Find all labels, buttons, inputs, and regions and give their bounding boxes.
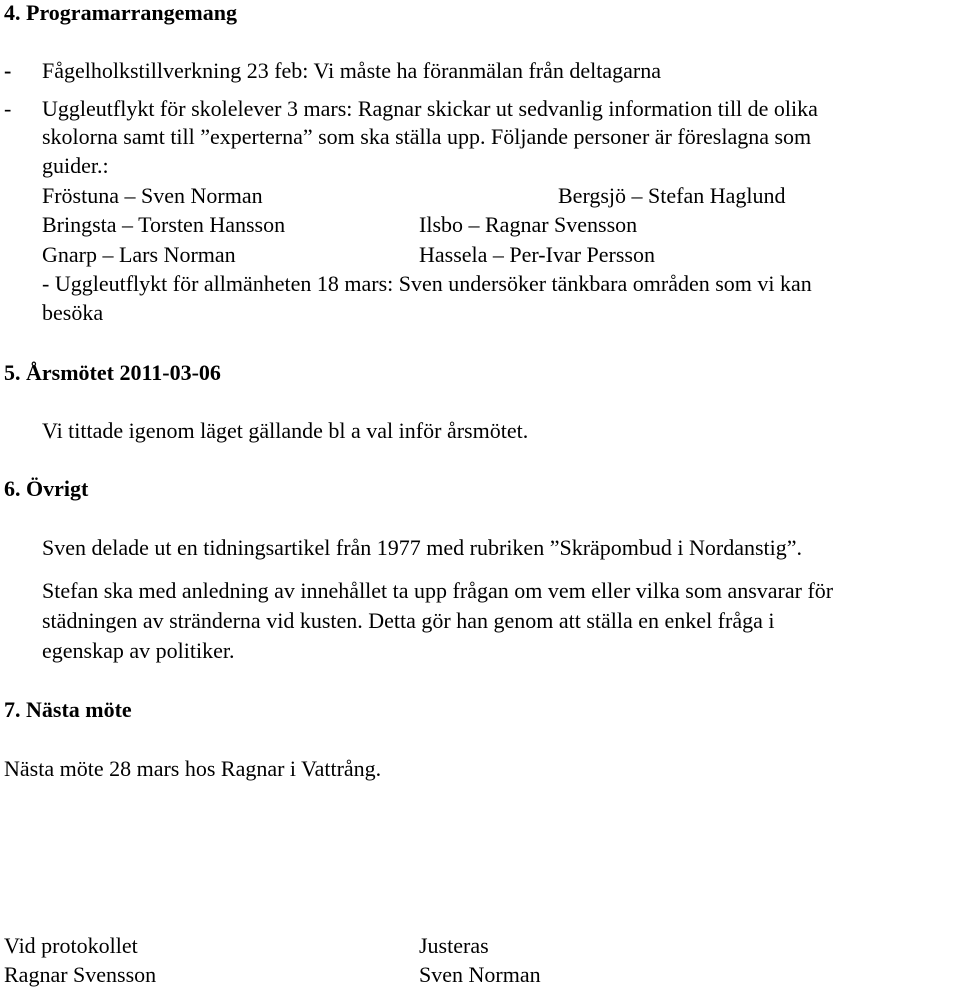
signature-left-label: Vid protokollet [4,933,138,958]
agenda-item-owl-trip-line2: skolorna samt till ”experterna” som ska ställa upp. Följande personer är föreslagna som [42,124,812,149]
list-dash: - [4,96,12,121]
section-6-paragraph-1: Sven delade ut en tidningsartikel från 1977 med rubriken ”Skräpombud i Nordanstig”. [42,535,803,560]
agenda-item-owl-trip-line1: Uggleutflykt för skolelever 3 mars: Ragnar skickar ut sedvanlig information till de olika [42,96,818,121]
agenda-item-public-owl-trip-line1: - Uggleutflykt för allmänheten 18 mars: Sven undersöker tänkbara områden som vi kan [42,271,812,296]
section-7-heading: 7. Nästa möte [4,697,132,722]
section-5-heading: 5. Årsmötet 2011-03-06 [4,360,221,385]
signature-left-name: Ragnar Svensson [4,962,157,987]
guide-entry: Bringsta – Torsten Hansson [42,212,286,237]
next-meeting-text: Nästa möte 28 mars hos Ragnar i Vattrång. [4,756,382,781]
section-4-heading: 4. Programarrangemang [4,0,237,25]
guide-entry: Gnarp – Lars Norman [42,242,236,267]
section-5-text: Vi tittade igenom läget gällande bl a val inför årsmötet. [42,418,529,443]
section-6-paragraph-2-line1: Stefan ska med anledning av innehållet ta upp frågan om vem eller vilka som ansvarar för [42,578,834,603]
section-6-heading: 6. Övrigt [4,476,89,501]
list-dash: - [4,58,12,83]
guide-entry: Bergsjö – Stefan Haglund [558,183,786,208]
guide-entry: Fröstuna – Sven Norman [42,183,263,208]
signature-right-label: Justeras [419,933,489,958]
guide-entry: Hassela – Per-Ivar Persson [419,242,655,267]
agenda-item-public-owl-trip-line2: besöka [42,300,104,325]
agenda-item-owl-trip-line3: guider.: [42,153,109,178]
agenda-item-birdhouse: Fågelholkstillverkning 23 feb: Vi måste ha föranmälan från deltagarna [42,58,661,83]
signature-right-name: Sven Norman [419,962,541,987]
guide-entry: Ilsbo – Ragnar Svensson [419,212,638,237]
section-6-paragraph-2-line3: egenskap av politiker. [42,638,235,663]
section-6-paragraph-2-line2: städningen av stränderna vid kusten. Detta gör han genom att ställa en enkel fråga i [42,608,775,633]
